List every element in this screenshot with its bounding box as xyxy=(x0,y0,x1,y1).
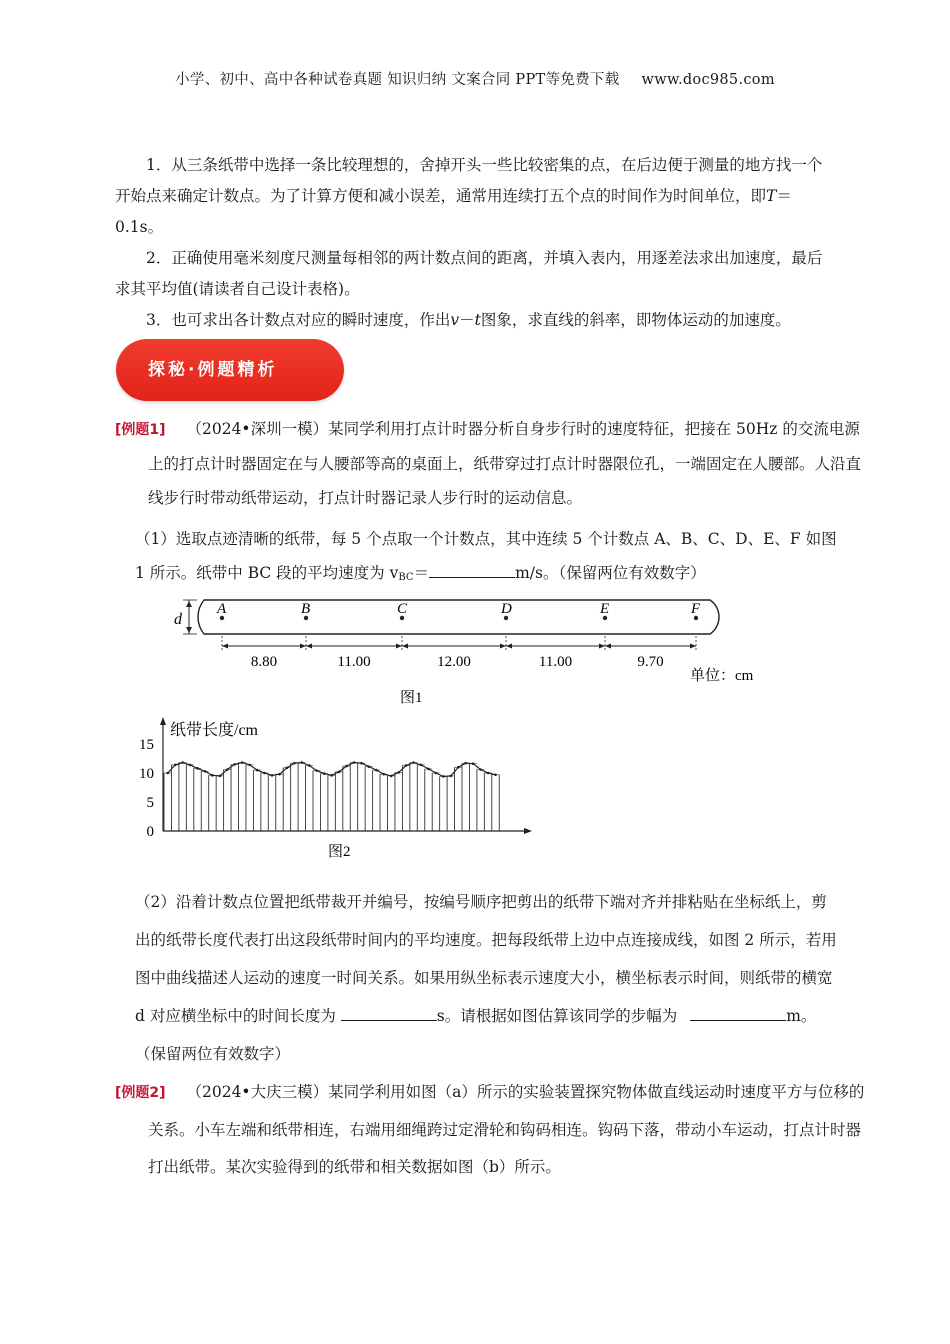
strip-midpoint xyxy=(286,766,289,769)
strip-midpoint xyxy=(338,771,341,774)
strip-midpoint xyxy=(435,772,438,775)
strip-midpoint xyxy=(323,772,326,775)
strip-midpoint xyxy=(427,768,430,771)
y-tick-label: 10 xyxy=(139,766,154,782)
strip-midpoint xyxy=(353,761,356,764)
strip-midpoint xyxy=(189,764,192,767)
strip-midpoint xyxy=(278,773,281,776)
strip-midpoint xyxy=(382,773,385,776)
example-2-intro: [例题2] （2024•大庆三模）某同学利用如图（a）所示的实验装置探究物体做直线运动时速度平方与位移的关系。小车左端和纸带相连，右端用细绳跨过定滑轮和钩码相连。钩码下落，带动小车运动，打点计时器打出纸带。某次实验得到的纸带和相关数据如图（b）所示。 xyxy=(115,1083,865,1176)
question-1: （1）选取点迹清晰的纸带，每 5 个点取一个计数点，其中连续 5 个计数点 A、B、C、D、E、F 如图 1 所示。纸带中 BC 段的平均速度为 $v_{BC}= m/s$。（保留两位有效数字） xyxy=(135,530,837,583)
d-label: d xyxy=(174,611,182,628)
section-badge: 探秘·例题精析 xyxy=(116,339,344,401)
answer-blank-time[interactable] xyxy=(341,1002,437,1021)
strip-midpoint xyxy=(412,761,415,764)
strip-midpoint xyxy=(263,772,266,775)
example-1-tag: [例题1] xyxy=(115,422,166,438)
strip-midpoint xyxy=(390,775,393,778)
strip-midpoint xyxy=(442,775,445,778)
count-point-label: A xyxy=(217,601,227,617)
strip-midpoint xyxy=(315,769,318,772)
strip-midpoint xyxy=(457,766,460,769)
strip-midpoint xyxy=(464,762,467,765)
strip-midpoint xyxy=(397,771,400,774)
strip-midpoint xyxy=(233,763,236,766)
answer-blank-vbc[interactable] xyxy=(429,559,515,578)
strip-midpoint xyxy=(420,764,423,767)
strip-midpoint xyxy=(330,774,333,777)
strip-midpoint xyxy=(219,775,222,778)
question-2: （2）沿着计数点位置把纸带裁开并编号，按编号顺序把剪出的纸带下端对齐并排粘贴在坐标纸上，剪出的纸带长度代表打出这段纸带时间内的平均速度。把每段纸带上边中点连接成线，如图 2 所示，若用图中曲线描述人运动的速度一时间关系。如果用纵坐标表示速度大小，横坐标表示时间，则纸带的横宽 d 对应横坐标中的时间长度为 s。请根据如图估算该同学的步幅为 m。（保留两位有效数字） xyxy=(135,893,837,1063)
strip-midpoint xyxy=(181,761,184,764)
strip-midpoint xyxy=(293,762,296,765)
strip-midpoint xyxy=(166,772,169,775)
strip-midpoint xyxy=(211,774,214,777)
header-left-text: 小学、初中、高中各种试卷真题 知识归纳 文案合同 PPT等免费下载 xyxy=(175,72,620,88)
strip-midpoint xyxy=(196,767,199,770)
strip-midpoint xyxy=(405,764,408,767)
strip-midpoint xyxy=(271,774,274,777)
segment-length-label: 9.70 xyxy=(637,654,664,670)
strip-midpoint xyxy=(375,769,378,772)
step-2: 2．正确使用毫米刻度尺测量每相邻的两计数点间的距离，并填入表内，用逐差法求出加速度，最后求其平均值(请读者自己设计表格)。 xyxy=(115,249,823,298)
strip-midpoint xyxy=(368,765,371,768)
count-point-label: E xyxy=(600,601,610,617)
paper-tape xyxy=(198,600,719,634)
step-3: 3．也可求出各计数点对应的瞬时速度，作出v－t图象，求直线的斜率，即物体运动的加速度。 xyxy=(146,311,791,329)
strip-midpoint xyxy=(450,775,453,778)
strip-midpoint xyxy=(174,764,177,767)
example-2-tag: [例题2] xyxy=(115,1085,166,1101)
figure-2-caption: 图2 xyxy=(328,844,351,860)
step-1: 1．从三条纸带中选择一条比较理想的，舍掉开头一些比较密集的点，在后边便于测量的地方找一个开始点来确定计数点。为了计算方便和减小误差，通常用连续打五个点的时间作为时间单位，即T＝0.1s。 xyxy=(115,156,823,236)
strip-midpoint xyxy=(256,769,259,772)
figure-2 xyxy=(130,714,550,864)
strip-midpoint xyxy=(204,770,207,773)
page-header xyxy=(0,68,950,89)
strip-midpoint xyxy=(301,761,304,764)
y-tick-label: 0 xyxy=(146,824,154,840)
y-tick-label: 5 xyxy=(146,795,154,811)
count-point-label: C xyxy=(397,601,408,617)
y-axis-label: 纸带长度/cm xyxy=(170,722,258,739)
y-tick-label: 15 xyxy=(139,737,154,753)
count-point-label: B xyxy=(301,601,311,617)
segment-length-label: 11.00 xyxy=(538,654,573,670)
strip-midpoint xyxy=(487,772,490,775)
strip-midpoint xyxy=(226,768,229,771)
figure-1 xyxy=(170,596,770,708)
strip-midpoint xyxy=(241,761,244,764)
steps-block xyxy=(115,150,835,336)
segment-length-label: 8.80 xyxy=(250,654,278,670)
strip-midpoint xyxy=(479,768,482,771)
figure-1-caption: 图1 xyxy=(400,690,423,706)
strip-midpoint xyxy=(345,765,348,768)
strip-midpoint xyxy=(308,764,311,767)
answer-blank-stride[interactable] xyxy=(690,1002,786,1021)
count-point-label: D xyxy=(501,601,512,617)
count-point-label: F xyxy=(691,601,701,617)
strip-midpoint xyxy=(494,773,497,776)
unit-label: 单位：cm xyxy=(690,668,754,684)
segment-length-label: 11.00 xyxy=(337,654,371,670)
header-url: www.doc985.com xyxy=(641,72,775,88)
strip-midpoint xyxy=(472,762,475,765)
example-1-intro: [例题1] （2024•深圳一模）某同学利用打点计时器分析自身步行时的速度特征，把接在 50Hz 的交流电源上的打点计时器固定在与人腰部等高的桌面上，纸带穿过打点计时器限位孔，一端固定在人腰部。人沿直线步行时带动纸带运动，打点计时器记录人步行时的运动信息。 xyxy=(115,420,862,507)
segment-length-label: 12.00 xyxy=(437,654,471,670)
strip-midpoint xyxy=(248,764,251,767)
strip-midpoint xyxy=(360,762,363,765)
